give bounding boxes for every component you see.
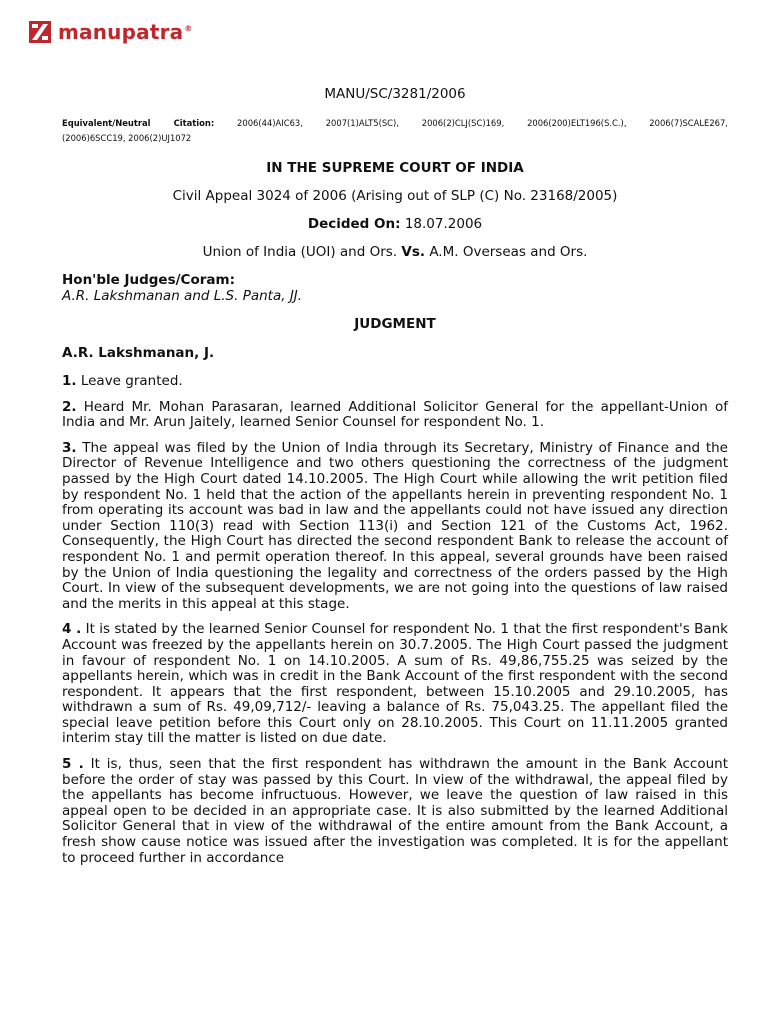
party-appellant: Union of India (UOI) and Ors. — [202, 244, 398, 260]
judges-label: Hon'ble Judges/Coram: — [62, 272, 235, 288]
manupatra-logo-icon — [28, 20, 52, 44]
manu-citation-id: MANU/SC/3281/2006 — [324, 86, 466, 102]
court-name: IN THE SUPREME COURT OF INDIA — [266, 160, 524, 176]
versus-label: Vs. — [401, 244, 426, 260]
party-respondent: A.M. Overseas and Ors. — [429, 244, 588, 260]
decided-date: 18.07.2006 — [404, 216, 483, 232]
judgment-document — [62, 86, 728, 876]
judgment-title: JUDGMENT — [354, 316, 436, 332]
citation-list-line1: 2006(44)AIC63, 2007(1)ALT5(SC), 2006(2)CLJ(SC)169, 2006(200)ELT196(S.C.), 2006(7)SCALE267, — [237, 118, 728, 128]
paragraph-number: 5 . — [62, 756, 84, 773]
case-number: Civil Appeal 3024 of 2006 (Arising out of SLP (C) No. 23168/2005) — [172, 188, 618, 204]
paragraph-number: 4 . — [62, 621, 82, 638]
paragraph-3 — [62, 441, 728, 613]
citation-list-line2: (2006)6SCC19, 2006(2)UJ1072 — [62, 133, 192, 143]
paragraph-number: 3. — [62, 439, 77, 456]
paragraph-text: It is stated by the learned Senior Counsel for respondent No. 1 that the first respondent's Bank Account was freezed by the appellants herein on 30.7.2005. The High Court passed the judgment in favour of respondent No. 1 on 14.10.2005. A sum of Rs. 49,86,755.25 was seized by the appellants herein, which was in credit in the Bank Account of the first respondent with the second respondent. It appears that the first respondent, between 15.10.2005 and 29.10.2005, has withdrawn a sum of Rs. 49,09,712/- leaving a balance of Rs. 75,043.25. The appellant filed the special leave petition before this Court only on 28.10.2005. This Court on 11.11.2005 granted interim stay till the matter is listed on due date. — [62, 621, 728, 747]
paragraph-1 — [62, 374, 728, 390]
paragraph-5 — [62, 757, 728, 866]
decided-label: Decided On: — [307, 216, 401, 232]
paragraph-number: 1. — [62, 373, 77, 389]
paragraph-text: It is, thus, seen that the first respondent has withdrawn the amount in the Bank Account before the order of stay was passed by this Court. In view of the withdrawal, the appeal filed by the appellants has become infructuous. However, we leave the question of law raised in this appeal open to be decided in an appropriate case. It is also submitted by the learned Additional Solicitor General that in view of the withdrawal of the entire amount from the Bank Account, a fresh show cause notice was issued after the investigation was completed. It is for the appellant to proceed further in accordance — [62, 756, 728, 866]
paragraph-number: 2. — [62, 398, 77, 415]
manupatra-wordmark: manupatra® — [58, 20, 193, 44]
decided-on — [62, 216, 728, 232]
judges-names: A.R. Lakshmanan and L.S. Panta, JJ. — [62, 288, 303, 304]
manupatra-logo[interactable] — [28, 20, 193, 44]
paragraph-2 — [62, 400, 728, 431]
judgment-author: A.R. Lakshmanan, J. — [62, 345, 215, 361]
paragraph-text: Heard Mr. Mohan Parasaran, learned Additional Solicitor General for the appellant-Union of India and Mr. Arun Jaitely, learned Senior Counsel for respondent No. 1. — [62, 398, 729, 431]
paragraph-4 — [62, 622, 728, 747]
equivalent-citation — [62, 116, 728, 146]
parties — [62, 244, 728, 260]
paragraph-text: The appeal was filed by the Union of India through its Secretary, Ministry of Finance and the Director of Revenue Intelligence and two others questioning the correctness of the judgment passed by the High Court dated 14.10.2005. The High Court while allowing the writ petition filed by respondent No. 1 held that the action of the appellants herein in preventing respondent No. 1 from operating its account was bad in law and the appellants could not have issued any direction under Section 110(3) read with Section 113(i) and Section 121 of the Customs Act, 1962. Consequently, the High Court has directed the second respondent Bank to release the account of respondent No. 1 and permit operation thereof. In this appeal, several grounds have been raised by the Union of India questioning the legality and correctness of the orders passed by the High Court. In view of the subsequent developments, we are not going into the questions of law raised and the merits in this appeal at this stage. — [62, 439, 728, 612]
paragraph-text: Leave granted. — [80, 373, 183, 389]
citation-label: Equivalent/Neutral Citation: — [62, 118, 215, 128]
